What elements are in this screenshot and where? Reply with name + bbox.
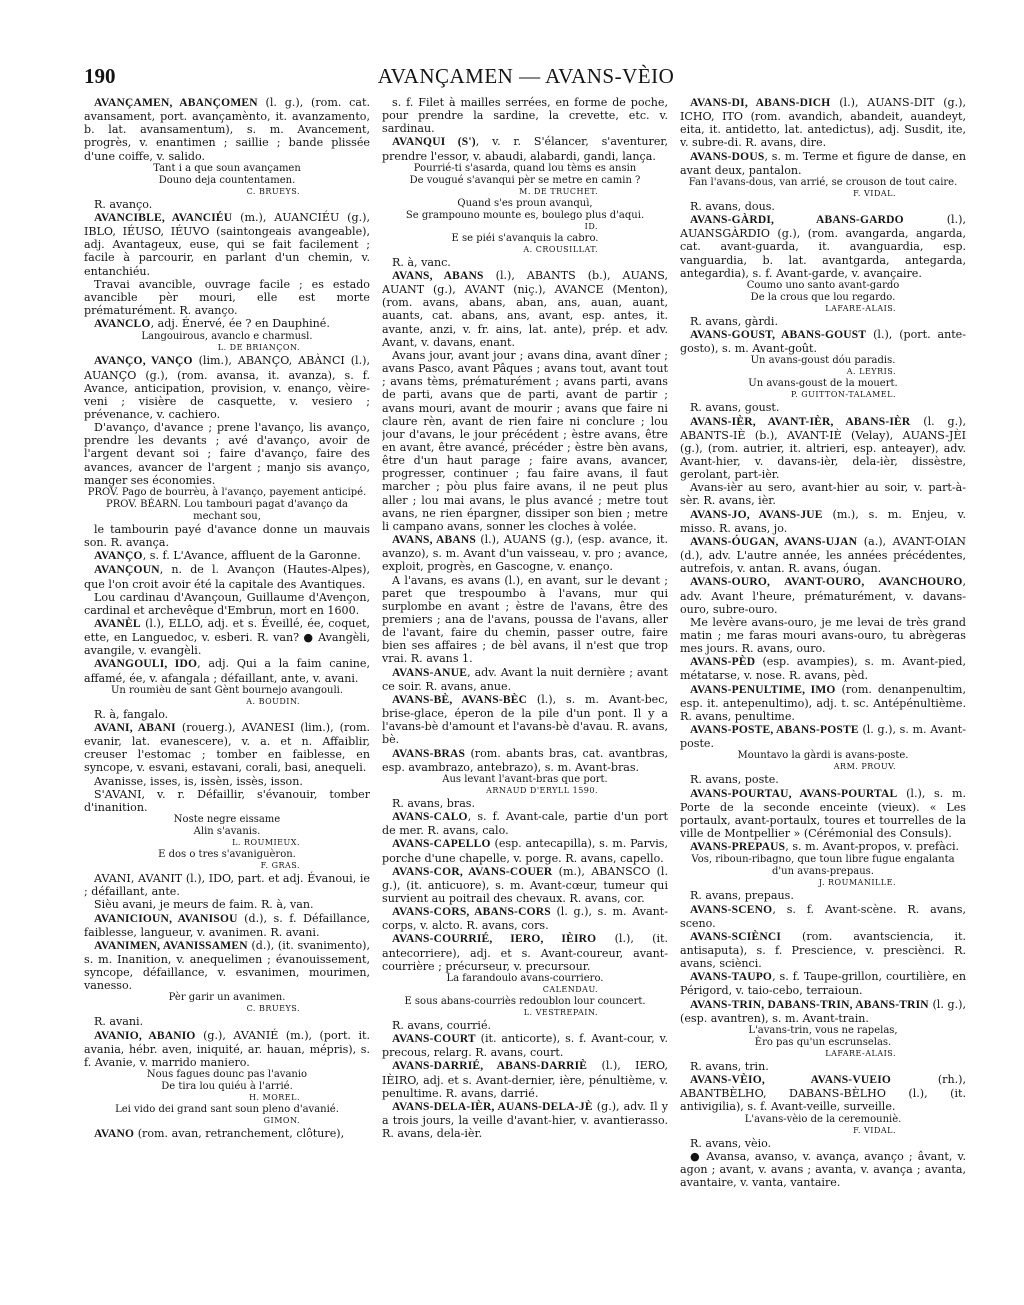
dictionary-entry bbox=[680, 930, 966, 970]
entry-text: (g.), AVANIÉ (m.), (port. it. avania, hébr. aven, iniquité, ar. hauan, mépris), s. f. Avanie, v. marrido maniero. bbox=[84, 1028, 370, 1069]
entry-headword: AVANS-CORS, ABANS-CORS bbox=[392, 906, 551, 919]
quotation-attribution: LAFARE-ALAIS. bbox=[825, 303, 896, 313]
quotation-attribution: M. DE TRUCHET. bbox=[519, 186, 598, 196]
dictionary-entry bbox=[680, 415, 966, 482]
dictionary-entry bbox=[84, 96, 370, 163]
entry-text: (m.), s. m. Enjeu, v. misso. R. avans, jo. bbox=[680, 507, 966, 535]
entry-paragraph bbox=[84, 872, 370, 898]
entry-headword: AVANS-COURT bbox=[392, 1033, 476, 1046]
quotation-attribution: ID. bbox=[584, 221, 598, 231]
entry-headword: AVANS-VÈIO, AVANS-VUEIO bbox=[690, 1074, 892, 1087]
entry-text: (l. g.), ABANTS-IÈ (b.), AVANT-IÈ (Velay), AUANS-JÈI (g.), (rom. autrier, it. altrieri, esp. anteayer), adv. Avant-hier, v. davans-ièr, dela-ièr, dissèstre, gerolant, part-ièr. bbox=[680, 414, 966, 482]
entry-text: Lou cardinau d'Avançoun, Guillaume d'Avençon, cardinal et archevêque d'Embrun, mort en 1600. bbox=[84, 590, 370, 617]
entry-paragraph bbox=[84, 198, 370, 211]
quotation-attribution: J. ROUMANILLE. bbox=[818, 878, 896, 888]
quotation-attribution: A. BOUDIN. bbox=[246, 696, 300, 706]
entry-headword: AVANS-CAPELLO bbox=[392, 838, 491, 851]
quotation-attribution: C. BRUEYS. bbox=[246, 1004, 300, 1014]
entry-text: , s. f. Avant-scène. R. avans, sceno. bbox=[680, 902, 966, 930]
dictionary-entry bbox=[680, 723, 966, 750]
quotation-line: Un roumièu de sant Gènt bournejo avangouli. bbox=[110, 684, 344, 696]
entry-paragraph bbox=[680, 1060, 966, 1073]
entry-paragraph bbox=[84, 788, 370, 814]
entry-text: (rh.), ABANTBÈLHO, DABANS-BÈLHO (l.), (it. antivigilia), s. f. Avant-veille, surveille. bbox=[680, 1073, 966, 1114]
column-left bbox=[84, 96, 370, 1276]
entry-text: (l. g.), (esp. avantren), s. m. Avant-train. bbox=[680, 997, 966, 1025]
quotation-line: E se piéi s'avanquis la cabro. bbox=[451, 232, 599, 244]
entry-paragraph bbox=[84, 708, 370, 721]
entry-headword: AVANS-BÈ, AVANS-BÈC bbox=[392, 693, 528, 706]
running-title: AVANÇAMEN — AVANS-VÈIO bbox=[377, 64, 675, 88]
dictionary-entry bbox=[680, 970, 966, 997]
dictionary-entry bbox=[680, 655, 966, 682]
entry-text: ● Avansa, avanso, v. avança, avanço ; âvant, v. agon ; avant, v. avans ; avanta, v. avança ; avanta, avantaire, v. vanta, vantaire. bbox=[680, 1149, 966, 1189]
entry-headword: AVANS-TRIN, DABANS-TRIN, ABANS-TRIN bbox=[690, 998, 929, 1011]
entry-headword: AVANCIBLE, AVANCIÉU bbox=[94, 211, 233, 224]
entry-text: R. avanço. bbox=[94, 197, 153, 211]
entry-text: (m.), AUANCIÉU (g.), IBLO, IÉUSO, IÉUVO (saintongeais avangeable), adj. Avantageux, euse, qui se fait facilement ; facile à parcourir, en parlant d'un chemin, v. entanchiéu. bbox=[84, 210, 370, 278]
dictionary-entry bbox=[84, 657, 370, 684]
entry-text: (rom. denanpenultim, esp. it. antepenultimo), adj. t. sc. Antépénultième. R. avans, penultime. bbox=[680, 682, 966, 723]
quotation-line: Pourrié-ti s'asarda, quand lou tèms es ansin bbox=[413, 162, 637, 174]
entry-text: (d.), (it. svanimento), s. m. Inanition, v. anequelimen ; évanouissement, syncope, défaillance, v. esvanimen, mourimen, vanesso. bbox=[84, 938, 370, 993]
quotation-line: De vougué s'avanqui pèr se metre en camin ? bbox=[409, 174, 641, 186]
quotation-line: Vos, riboun-ribagno, que toun libre fugue engalanta d'un avans-prepaus. bbox=[691, 854, 955, 878]
quotation-line: Un avans-goust de la mouert. bbox=[748, 378, 898, 390]
entry-headword: AVANIMEN, AVANISSAMEN bbox=[94, 939, 248, 952]
entry-text: (rouerg.), AVANESI (lim.), (rom. evanir, lat. evanescere), v. a. et n. Affaiblir, creuser l'estomac ; tomber en faiblesse, en syncope, v. esvani, estavani, corali, basi, anequeli. bbox=[84, 720, 370, 775]
quotation-line: Mountavo la gàrdi is avans-poste. bbox=[737, 750, 909, 762]
quotation-attribution: L. ROUMIEUX. bbox=[232, 838, 300, 848]
entry-text: R. avans, courrié. bbox=[392, 1018, 492, 1032]
entry-headword: AVANQUI (S') bbox=[392, 136, 476, 149]
entry-paragraph bbox=[84, 1015, 370, 1028]
entry-headword: AVANÈL bbox=[94, 618, 141, 630]
entry-text: , n. de l. Avançon (Hautes-Alpes), que l'on croit avoir été la capitale des Avantiques. bbox=[84, 563, 370, 591]
entry-text: (l.), ABANTS (b.), AUANS, AUANT (g.), AVANT (niç.), AVANCE (Menton), (rom. avans, abans, aban, ans, auan, auant, auants, cat. abans, ans, avant, esp. antes, it. avante, anzi, v. fr. ains, lat. ante), prép. et adv. Avant, v. davans, enant. bbox=[382, 268, 668, 349]
entry-text: R. avani. bbox=[94, 1015, 144, 1029]
entry-text: , adv. Avant la nuit dernière ; avant ce soir. R. avans, anue. bbox=[382, 665, 668, 693]
entry-headword: AVANO bbox=[94, 1128, 135, 1141]
entry-text: (l.), AUANS-DIT (g.), ICHO, ITO (rom. avandich, abandeit, auandeyt, eita, it. antidetto, lat. antedictus), adj. Susdit, ite, v. subre-di. R. avans, dire. bbox=[680, 96, 966, 150]
quotation-attribution: P. GUITTON-TALAMEL. bbox=[790, 390, 896, 400]
entry-headword: AVANS-POSTE, ABANS-POSTE bbox=[690, 724, 859, 737]
quotation-attribution: LAFARE-ALAIS. bbox=[825, 1048, 896, 1058]
entry-paragraph bbox=[84, 278, 370, 317]
quotation-line: Alin s'avanis. bbox=[193, 826, 261, 838]
entry-headword: AVANÇO, VANÇO bbox=[94, 355, 193, 368]
entry-paragraph bbox=[382, 349, 668, 533]
entry-paragraph bbox=[382, 256, 668, 269]
entry-headword: AVANS-ÓUGAN, AVANS-UJAN bbox=[690, 535, 858, 548]
entry-headword: AVANCLO bbox=[94, 318, 151, 331]
text-columns bbox=[84, 96, 968, 1276]
entry-text: (l.), s. m. Avant-bec, brise-glace, éperon de la pile d'un pont. Il y a l'avans-bè d'amount et l'avans-bè d'avau. R. avans, bè. bbox=[382, 692, 668, 747]
quotation-attribution: A. CROUSILLAT. bbox=[523, 244, 598, 254]
entry-headword: AVANS-SCENO bbox=[690, 903, 773, 916]
entry-text: (l.), s. m. Porte de la seconde enceinte (vieux). « Les portaulx, avant-portaulx, toures et tourrelles de la ville de Montpellier » (Cérémonial des Consuls). bbox=[680, 786, 966, 841]
entry-text: , s. f. Avant-cale, partie d'un port de mer. R. avans, calo. bbox=[382, 810, 668, 838]
entry-headword: AVANS-DARRIÉ, ABANS-DARRIÈ bbox=[392, 1060, 588, 1073]
quotation-line: Nous fagues dounc pas l'avanio bbox=[146, 1069, 308, 1081]
quotation-line: La farandoulo avans-courriero. bbox=[446, 972, 604, 984]
entry-text: (l.), (port. ante-gosto), s. m. Avant-goût. bbox=[680, 328, 966, 356]
entry-text: Avans jour, avant jour ; avans dina, avant dîner ; avans Pasco, avant Pâques ; avans tout, avant tout ; avans tèms, prématurément ; avans parti, avans de parti, avans que de parti, avant de partir ; avans mouri, avant de mourir ; avans que faire ni claure rèn, avant de rien faire ni conclure ; lou jour d'avans, le jour précédent ; èstre avans, être en avant, être avancé, précéder ; èstre bèn avans, être d'un haut parage ; faire avans, avancer, progresser, continuer ; fau faire avans, il faut marcher ; pòu plus faire avans, il ne peut plus aller ; lou mai avans, le plus avancé ; metre tout avans, ne rien épargner, dissiper son bien ; metre li campano avans, sonner les cloches à volée. bbox=[382, 348, 668, 533]
dictionary-entry bbox=[382, 810, 668, 837]
quotation-line: Langouirous, avanclo e charmusl. bbox=[141, 331, 313, 343]
entry-paragraph bbox=[84, 523, 370, 549]
quotation-line: Se grampouno mounte es, boulego plus d'aqui. bbox=[405, 209, 645, 221]
entry-headword: AVANÇO bbox=[94, 550, 143, 563]
entry-headword: AVANÇOUN bbox=[94, 564, 160, 577]
entry-headword: AVANS-IÈR, AVANT-IÈR, ABANS-IÈR bbox=[690, 415, 911, 428]
dictionary-entry bbox=[84, 1029, 370, 1069]
column-middle bbox=[382, 96, 668, 1276]
quotation-line: Aus levant l'avant-bras que port. bbox=[442, 773, 608, 785]
quotation-line: E sous abans-courriès redoublon lour councert. bbox=[404, 995, 646, 1007]
entry-headword: AVANS-DI, ABANS-DICH bbox=[690, 97, 831, 109]
dictionary-entry bbox=[680, 787, 966, 841]
entry-text: (l. g.), (rom. cat. avansament, port. avançamènto, it. avanzamento, b. lat. avansamentum), s. m. Avancement, progrès, v. enantimen ; saillie ; bande plissée d'une coiffe, v. salido. bbox=[84, 96, 370, 163]
entry-text: R. avans, trin. bbox=[690, 1059, 769, 1073]
entry-headword: AVANS-PÈD bbox=[690, 656, 756, 669]
entry-text: A l'avans, es avans (l.), en avant, sur le devant ; paret que trespoumbo à l'avans, mur qui surplombe en avant ; èstre de l'avans, être des premiers ; ana de l'avans, poussa de l'avans, aller de l'avant, faire du chemin, passer outre, faire bien ses affaires ; de bèl avans, il n'est que trop vrai. R. avans 1. bbox=[382, 573, 668, 666]
entry-text: , adv. Avant l'heure, prématurément, v. davans-ouro, subre-ouro. bbox=[680, 575, 966, 616]
entry-text: Avanisse, isses, is, issèn, issès, isson. bbox=[94, 774, 303, 788]
entry-paragraph bbox=[680, 773, 966, 786]
quotation-line: Lei vido dei grand sant soun pleno d'avanié. bbox=[115, 1104, 339, 1116]
entry-headword: AVANGOULI, IDO bbox=[94, 658, 198, 671]
entry-headword: AVANS-PREPAUS bbox=[690, 841, 786, 854]
entry-headword: AVANS-ANUE bbox=[392, 666, 468, 679]
dictionary-entry bbox=[680, 508, 966, 535]
page-number: 190 bbox=[84, 64, 116, 88]
dictionary-entry bbox=[84, 549, 370, 563]
dictionary-entry bbox=[680, 150, 966, 177]
entry-text: AVANI, AVANIT (l.), IDO, part. et adj. Évanoui, ie ; défaillant, ante. bbox=[84, 872, 370, 899]
entry-text: R. à, fangalo. bbox=[94, 707, 169, 721]
entry-headword: AVANS-GÀRDI, ABANS-GARDO bbox=[690, 214, 904, 227]
entry-headword: AVANS, ABANS bbox=[392, 269, 484, 282]
dictionary-entry bbox=[84, 211, 370, 278]
entry-text: (l.), AUANS (g.), (esp. avance, it. avanzo), s. m. Avant d'un vaisseau, v. pro ; avance, exploit, progrès, en Gascogne, v. enanço. bbox=[382, 533, 668, 574]
entry-paragraph bbox=[84, 775, 370, 788]
entry-text: , adj. Énervé, ée ? en Dauphiné. bbox=[150, 317, 330, 331]
entry-headword: AVANÇAMEN, ABANÇOMEN bbox=[94, 97, 258, 109]
dictionary-entry bbox=[382, 932, 668, 972]
quotation-line: Quand s'es proun avanquì, bbox=[457, 197, 593, 209]
dictionary-entry bbox=[382, 1032, 668, 1059]
quotation-line: L'avans-vèio de la ceremouniè. bbox=[744, 1113, 902, 1125]
quotation-attribution: ARM. PROUV. bbox=[833, 762, 896, 772]
entry-paragraph bbox=[680, 1150, 966, 1189]
entry-text: R. avans, prepaus. bbox=[690, 889, 794, 903]
quotation-line: PROV. Pago de bourrèu, à l'avanço, payement anticipé. bbox=[87, 486, 367, 498]
entry-text: (d.), s. f. Défaillance, faiblesse, langueur, v. avanimen. R. avani. bbox=[84, 911, 370, 939]
dictionary-entry bbox=[84, 563, 370, 590]
entry-headword: AVANI, ABANI bbox=[94, 721, 176, 734]
dictionary-entry bbox=[382, 905, 668, 932]
entry-text: (esp. avampies), s. m. Avant-pied, métatarse, v. nose. R. avans, pèd. bbox=[680, 655, 966, 683]
entry-text: Me levère avans-ouro, je me levai de très grand matin ; me faras mouri avans-ouro, tu abrègeras mes jours. R. avans, ouro. bbox=[680, 615, 966, 656]
entry-paragraph bbox=[680, 481, 966, 507]
entry-paragraph bbox=[382, 1019, 668, 1032]
entry-text: R. à, vanc. bbox=[392, 255, 451, 269]
dictionary-entry bbox=[382, 747, 668, 774]
entry-text: Travai avancible, ouvrage facile ; es estado avancible pèr mouri, elle est morte prématurément. R. avanço. bbox=[84, 277, 370, 318]
quotation-attribution: A. LEYRIS. bbox=[846, 367, 896, 377]
quotation-attribution: F. VIDAL. bbox=[853, 188, 896, 198]
dictionary-entry bbox=[680, 998, 966, 1025]
entry-text: R. avans, vèio. bbox=[690, 1136, 772, 1150]
entry-text: (rom. avan, retranchement, clôture), bbox=[134, 1127, 345, 1141]
entry-text: , v. r. S'élancer, s'aventurer, prendre l'essor, v. abaudi, alabardi, gandi, lança. bbox=[382, 135, 668, 163]
entry-text: (lim.), ABANÇO, ABÀNCI (l.), AUANÇO (g.), (rom. avansa, it. avanza), s. f. Avance, anticipation, provision, v. enanço, vèire-veni ; visière de casquette, v. vesiero ; prévenance, v. cachiero. bbox=[84, 354, 370, 421]
entry-text: (a.), AVANT-OIAN (d.), adv. L'autre année, les années précédentes, autrefois, v. antan. R. avans, óugan. bbox=[680, 534, 966, 576]
quotation-line: Un avans-goust dóu paradis. bbox=[750, 355, 896, 367]
dictionary-entry bbox=[680, 575, 966, 615]
entry-headword: AVANS, ABANS bbox=[392, 534, 476, 547]
entry-text: le tambourin payé d'avance donne un mauvais son. R. avança. bbox=[84, 522, 370, 550]
dictionary-entry bbox=[84, 617, 370, 657]
entry-paragraph bbox=[680, 315, 966, 328]
quotation-attribution: L. VESTREPAIN. bbox=[523, 1007, 598, 1017]
entry-text: R. avans, goust. bbox=[690, 401, 780, 415]
entry-headword: AVANS-DELA-IÈR, AUANS-DELA-JÈ bbox=[392, 1100, 593, 1113]
entry-headword: AVANS-COR, AVANS-COUER bbox=[392, 865, 553, 878]
quotation-line: L'avans-trin, vous ne rapelas, bbox=[748, 1024, 898, 1036]
quotation-line: Douno deja countentamen. bbox=[158, 174, 296, 186]
dictionary-entry bbox=[84, 721, 370, 775]
quotation-attribution: CALENDAU. bbox=[542, 984, 598, 994]
entry-text: (l.), AUANSGÀRDIO (g.), (rom. avangarda, angarda, cat. avant-guarda, it. avanguardia, esp. vanguardia, b. lat. avantgarda, antegarda, antegardia), s. f. Avant-garde, v. avançaire. bbox=[680, 213, 966, 280]
entry-headword: AVANS-COURRIÉ, IERO, IÈIRO bbox=[392, 933, 597, 946]
quotation-line: PROV. BÉARN. Lou tambouri pagat d'avanço da mechant sou, bbox=[106, 498, 348, 522]
quotation-line: E dos o tres s'avaniguèron. bbox=[158, 849, 296, 861]
entry-paragraph bbox=[84, 898, 370, 911]
entry-text: , s. f. Taupe-grillon, courtilière, en Périgord, v. taio-cebo, terraioun. bbox=[680, 970, 966, 998]
entry-text: (l. g.), s. m. Avant-poste. bbox=[680, 723, 966, 751]
dictionary-entry bbox=[84, 939, 370, 993]
entry-text: R. avans, gàrdi. bbox=[690, 314, 778, 328]
entry-paragraph bbox=[680, 1137, 966, 1150]
quotation-line: Èro pas qu'un escrunselas. bbox=[754, 1036, 892, 1048]
dictionary-entry bbox=[382, 1059, 668, 1099]
entry-text: (l.), (it. antecorriere), adj. et s. Avant-coureur, avant-courrière ; précurseur, v. precursour. bbox=[382, 932, 668, 973]
entry-paragraph bbox=[680, 616, 966, 655]
dictionary-entry bbox=[382, 693, 668, 747]
entry-headword: AVANS-GOUST, ABANS-GOUST bbox=[690, 329, 867, 342]
quotation-attribution: C. BRUEYS. bbox=[246, 186, 300, 196]
entry-text: Avans-ièr au sero, avant-hier au soir, v. part-à-sèr. R. avans, ièr. bbox=[680, 481, 966, 508]
quotation-attribution: H. MOREL. bbox=[248, 1093, 300, 1103]
entry-paragraph bbox=[680, 401, 966, 414]
quotation-attribution: F. GRAS. bbox=[260, 861, 300, 871]
entry-headword: AVANIO, ABANIO bbox=[94, 1029, 196, 1042]
quotation-attribution: L. DE BRIANÇON. bbox=[217, 343, 300, 353]
dictionary-entry bbox=[680, 328, 966, 355]
dictionary-entry bbox=[84, 1127, 370, 1141]
dictionary-entry bbox=[382, 269, 668, 349]
quotation-line: Coumo uno santo avant-gardo bbox=[746, 279, 900, 291]
entry-text: , s. m. Avant-propos, v. prefàci. bbox=[785, 840, 960, 854]
dictionary-entry bbox=[680, 213, 966, 280]
dictionary-entry bbox=[680, 903, 966, 930]
entry-headword: AVANS-POURTAU, AVANS-POURTAL bbox=[690, 787, 898, 800]
dictionary-entry bbox=[84, 354, 370, 421]
page-header bbox=[84, 64, 968, 94]
dictionary-entry bbox=[382, 1100, 668, 1140]
entry-headword: AVANICIOUN, AVANISOU bbox=[94, 912, 238, 925]
entry-text: (g.), adv. Il y a trois jours, la veille d'avant-hier, v. avantierasso. R. avans, dela-ièr. bbox=[382, 1099, 668, 1141]
entry-text: , adj. Qui a la faim canine, affamé, ée, v. afangala ; défaillant, ante, v. avani. bbox=[84, 657, 370, 685]
entry-headword: AVANS-DOUS bbox=[690, 150, 765, 163]
quotation-line: Fan l'avans-dous, van arrié, se crouson de tout caire. bbox=[688, 176, 958, 188]
entry-text: (rom. abants bras, cat. avantbras, esp. avambrazo, antebrazo), s. m. Avant-bras. bbox=[382, 746, 668, 774]
dictionary-entry bbox=[382, 865, 668, 905]
column-right bbox=[680, 96, 966, 1276]
entry-headword: AVANS-PENULTIME, IMO bbox=[690, 683, 836, 696]
quotation-line: De la crous que lou regardo. bbox=[750, 291, 896, 303]
entry-text: (m.), ABANSCO (l. g.), (it. anticuore), s. m. Avant-cœur, tumeur qui survient au poitrail des chevaux. R. avans, cor. bbox=[382, 864, 668, 905]
entry-headword: AVANS-TAUPO bbox=[690, 971, 773, 984]
entry-paragraph bbox=[382, 797, 668, 810]
quotation-attribution: F. VIDAL. bbox=[853, 1125, 896, 1135]
entry-text: (l.), ELLO, adj. et s. Éveillé, ée, coquet, ette, en Languedoc, v. esberi. R. van? ● Avangèli, avangile, v. evangèli. bbox=[84, 617, 370, 658]
entry-text: (l. g.), s. m. Avant-corps, v. alcto. R. avans, cors. bbox=[382, 905, 668, 933]
quotation-line: Tant i a que soun avançamen bbox=[153, 162, 301, 174]
dictionary-entry bbox=[84, 912, 370, 939]
entry-text: D'avanço, d'avance ; prene l'avanço, lis avanço, prendre les devants ; avé d'avanço, avoir de l'argent devant soi ; faire d'avanço, faire des avances, avancer de l'argent ; manjo sis avanço, manger ses économies. bbox=[84, 421, 370, 487]
entry-headword: AVANS-OURO, AVANT-OURO, AVANCHOURO bbox=[690, 576, 963, 589]
dictionary-entry bbox=[680, 96, 966, 150]
entry-text: (l.), IERO, IÈIRO, adj. et s. Avant-dernier, ière, pénultième, v. penultime. R. avans, darrié. bbox=[382, 1059, 668, 1100]
entry-paragraph bbox=[84, 421, 370, 487]
entry-text: (esp. antecapilla), s. m. Parvis, porche d'une chapelle, v. porge. R. avans, capello. bbox=[382, 837, 668, 865]
dictionary-entry bbox=[84, 317, 370, 331]
entry-text: S'AVANI, v. r. Défaillir, s'évanouir, tomber d'inanition. bbox=[84, 787, 370, 814]
quotation-attribution: GIMON. bbox=[263, 1116, 300, 1126]
dictionary-entry bbox=[680, 535, 966, 575]
dictionary-entry bbox=[382, 135, 668, 162]
entry-paragraph bbox=[382, 574, 668, 666]
dictionary-entry bbox=[382, 666, 668, 693]
quotation-line: Pèr garir un avanimen. bbox=[168, 992, 286, 1004]
entry-text: , s. m. Terme et figure de danse, en avant deux, pantalon. bbox=[680, 149, 966, 177]
quotation-attribution: ARNAUD D'ERYLL 1590. bbox=[486, 785, 598, 795]
entry-paragraph bbox=[680, 200, 966, 213]
quotation-line: Noste negre eissame bbox=[173, 814, 281, 826]
entry-paragraph bbox=[84, 591, 370, 617]
entry-text: s. f. Filet à mailles serrées, en forme de poche, pour prendre la sardine, la crevette, etc. v. sardinau. bbox=[382, 96, 668, 136]
dictionary-entry bbox=[680, 1073, 966, 1113]
entry-headword: AVANS-BRAS bbox=[392, 747, 466, 760]
entry-headword: AVANS-JO, AVANS-JUE bbox=[690, 508, 823, 521]
entry-text: R. avans, bras. bbox=[392, 796, 476, 810]
entry-headword: AVANS-SCIÈNCI bbox=[690, 930, 782, 943]
dictionary-entry bbox=[382, 837, 668, 864]
entry-paragraph bbox=[382, 96, 668, 135]
quotation-line: De tira lou quiéu à l'arrié. bbox=[161, 1081, 293, 1093]
entry-text: Sièu avani, je meurs de faim. R. à, van. bbox=[94, 898, 314, 912]
entry-headword: AVANS-CALO bbox=[392, 811, 468, 824]
entry-text: R. avans, poste. bbox=[690, 773, 779, 787]
dictionary-entry bbox=[382, 533, 668, 573]
entry-text: R. avans, dous. bbox=[690, 199, 775, 213]
entry-text: (it. anticorte), s. f. Avant-cour, v. precous, relarg. R. avans, court. bbox=[382, 1032, 668, 1060]
dictionary-entry bbox=[680, 683, 966, 723]
dictionary-entry bbox=[680, 840, 966, 854]
entry-text: , s. f. L'Avance, affluent de la Garonne. bbox=[142, 549, 361, 563]
entry-paragraph bbox=[680, 889, 966, 902]
entry-text: (rom. avantsciencia, it. antisaputa), s. f. Prescience, v. presciènci. R. avans, sciènci. bbox=[680, 929, 966, 971]
